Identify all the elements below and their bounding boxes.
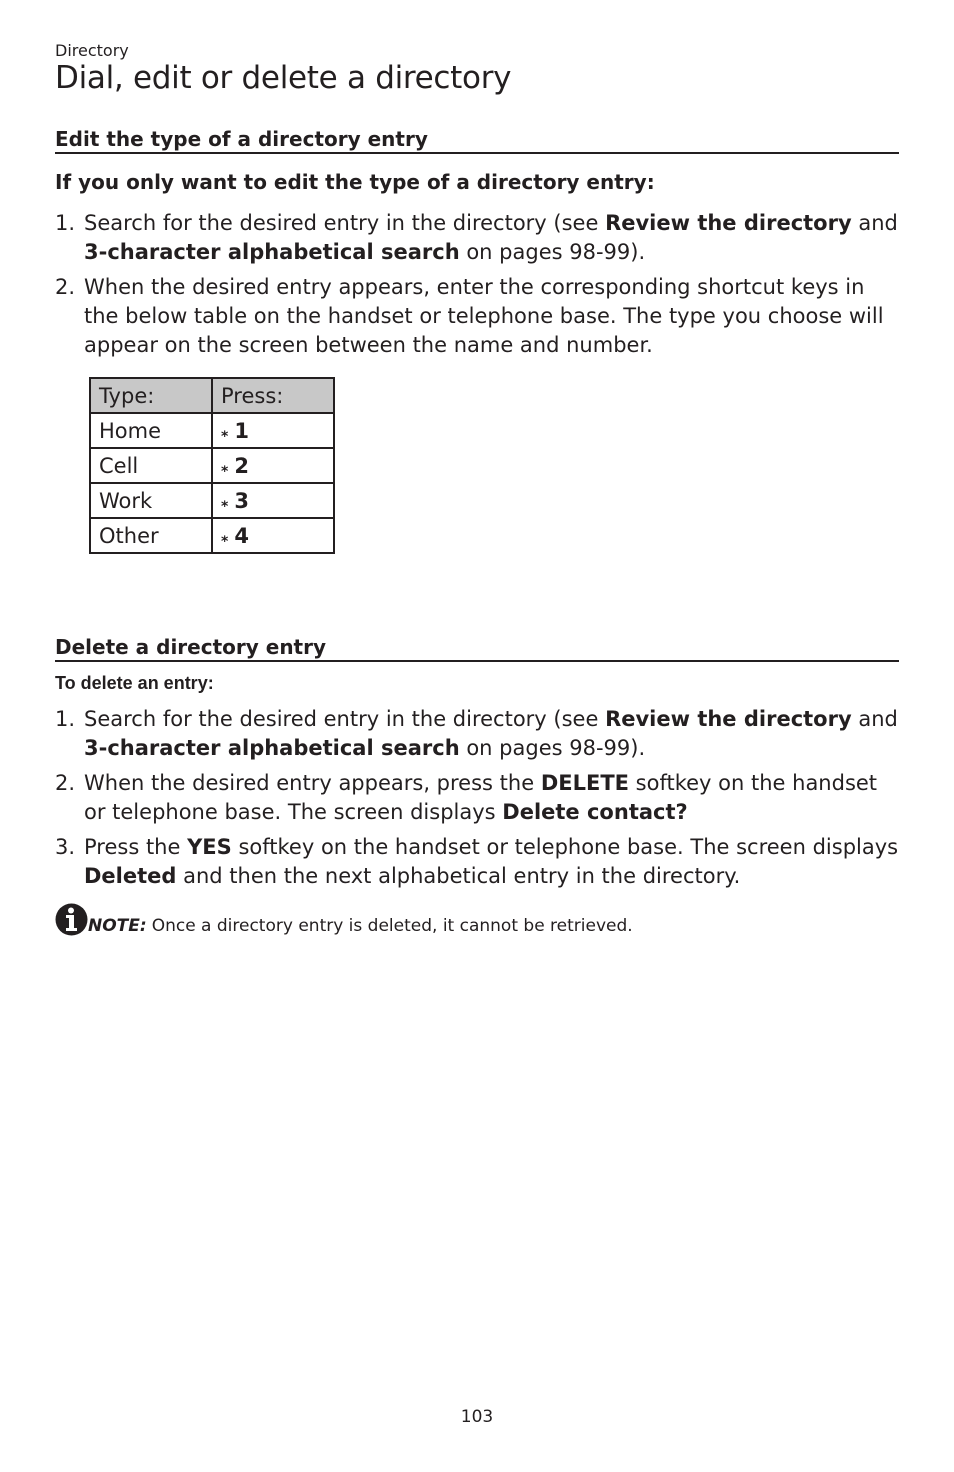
table-header-row: [90, 378, 334, 413]
link-alpha-search: 3-character alphabetical search: [84, 240, 460, 264]
text-run: on pages 98-99).: [459, 736, 646, 760]
page-number: 103: [460, 1407, 494, 1427]
text-run: and: [851, 707, 898, 731]
screen-message: Deleted: [84, 864, 177, 888]
step-number: 1.: [55, 707, 76, 731]
list-item: [55, 705, 905, 763]
screen-message: Delete contact?: [502, 800, 688, 824]
page-title: Dial, edit or delete a directory: [55, 60, 512, 96]
step-text: [84, 769, 905, 827]
star-key-icon: ⁎: [221, 529, 229, 546]
step-number: 3.: [55, 835, 76, 859]
list-item: [55, 769, 905, 827]
delete-entry-steps: [55, 705, 905, 897]
edit-type-steps: [55, 209, 905, 366]
link-review-directory: Review the directory: [605, 707, 852, 731]
link-alpha-search: 3-character alphabetical search: [84, 736, 460, 760]
text-run: and: [851, 211, 898, 235]
list-item: [55, 209, 905, 267]
star-key-icon: ⁎: [221, 494, 229, 511]
step-text: [84, 209, 905, 267]
section-label: Directory: [55, 41, 129, 60]
star-key-icon: ⁎: [221, 459, 229, 476]
note-text: Once a directory entry is deleted, it cannot be retrieved.: [151, 916, 633, 936]
press-cell: [212, 483, 334, 518]
list-item: [55, 833, 905, 891]
type-cell: Cell: [90, 448, 212, 483]
table-header-press: Press:: [212, 378, 334, 413]
table-row: [90, 448, 334, 483]
type-cell: Home: [90, 413, 212, 448]
text-run: When the desired entry appears, press the: [84, 771, 541, 795]
type-cell: Work: [90, 483, 212, 518]
delete-entry-heading: Delete a directory entry: [55, 635, 899, 662]
delete-entry-subheading: To delete an entry:: [55, 673, 214, 693]
press-cell: [212, 413, 334, 448]
step-text: [84, 833, 905, 891]
text-run: softkey on the handset or telephone base. The screen displays: [231, 835, 899, 859]
list-item: [55, 273, 905, 360]
key-digit: 4: [234, 523, 249, 548]
info-icon: [55, 903, 88, 936]
delete-softkey-label: DELETE: [540, 771, 629, 795]
type-shortcut-table: [89, 377, 335, 554]
edit-type-heading: Edit the type of a directory entry: [55, 127, 899, 154]
type-cell: Other: [90, 518, 212, 553]
table-header-type: Type:: [90, 378, 212, 413]
link-review-directory: Review the directory: [605, 211, 852, 235]
star-key-icon: ⁎: [221, 424, 229, 441]
step-text: When the desired entry appears, enter the corresponding shortcut keys in the below table on the handset or telephone base. The type you choose will appear on the screen between the name and number.: [84, 275, 884, 357]
key-digit: 3: [234, 488, 249, 513]
step-number: 2.: [55, 771, 76, 795]
table-row: [90, 413, 334, 448]
edit-type-subheading: If you only want to edit the type of a directory entry:: [55, 170, 655, 194]
text-run: Search for the desired entry in the directory (see: [84, 211, 606, 235]
step-number: 1.: [55, 211, 76, 235]
key-digit: 2: [234, 453, 249, 478]
note-label: NOTE:: [88, 916, 147, 936]
note: [55, 903, 633, 936]
yes-softkey-label: YES: [187, 835, 232, 859]
text-run: on pages 98-99).: [459, 240, 646, 264]
press-cell: [212, 518, 334, 553]
table-row: [90, 483, 334, 518]
text-run: Search for the desired entry in the directory (see: [84, 707, 606, 731]
key-digit: 1: [234, 418, 249, 443]
table-row: [90, 518, 334, 553]
text-run: and then the next alphabetical entry in the directory.: [176, 864, 741, 888]
step-text: [84, 705, 905, 763]
step-number: 2.: [55, 275, 76, 299]
text-run: Press the: [84, 835, 188, 859]
text-run: softkey on the handset or telephone base. The screen displays: [84, 771, 878, 824]
press-cell: [212, 448, 334, 483]
